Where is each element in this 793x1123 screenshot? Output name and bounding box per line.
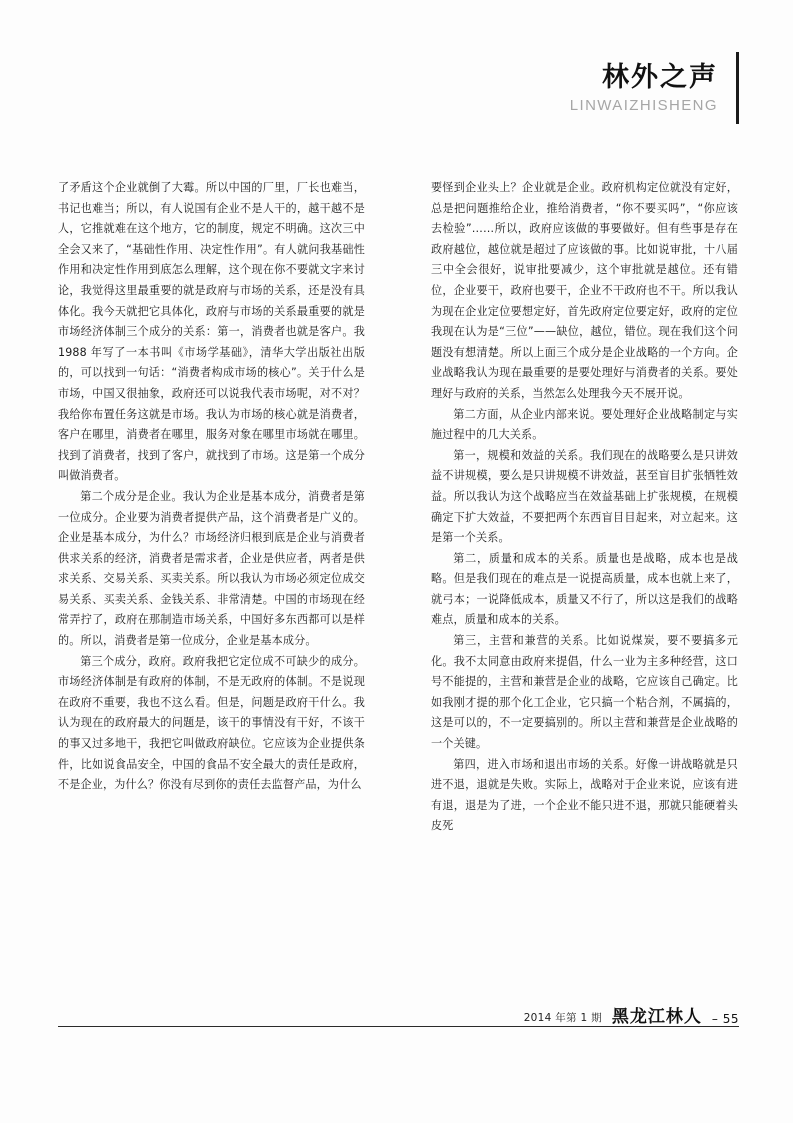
page-footer xyxy=(58,1007,739,1027)
paragraph: 第三，主营和兼营的关系。比如说煤炭，要不要搞多元化。我不太同意由政府来提倡，什么一业为主多种经营，这口号不能提的，主营和兼营是企业的战略，它应该自己确定。比如我刚才提的那个化工企业，它只搞一个粘合剂，不属搞的，这是可以的，不一定要搞别的。所以主营和兼营是企业战略的一个关键。 xyxy=(431,634,738,751)
paragraph: 要怪到企业头上？企业就是企业。政府机构定位就没有定好，总是把问题推给企业，推给消费者，“你不要买吗”，“你应该去检验”……所以，政府应该做的事要做好。但有些事是存在政府越位，越位就是超过了应该做的事。比如说审批，十八届三中全会很好，说审批要减少，这个审批就是越位。还有错位，企业要干，政府也要干，企业不干政府也不干。所以我认为现在企业定位要想定好，首先政府定位要定好，政府的定位我现在认为是“三位”——缺位，越位，错位。现在我们这个问题没有想清楚。所以上面三个成分是企业战略的一个方向。企业战略我认为现在最重要的是要处理好与消费者的关系。要处理好与政府的关系，当然怎么处理我今天不展开说。 xyxy=(431,181,738,400)
column-gutter xyxy=(365,178,431,978)
text-column-left xyxy=(58,178,365,978)
header-title-cn: 林外之声 xyxy=(602,61,718,93)
paragraph: 第二个成分是企业。我认为企业是基本成分，消费者是第一位成分。企业要为消费者提供产品，这个消费者是广义的。企业是基本成分，为什么？市场经济归根到底是企业与消费者供求关系的经济，消费者是需求者，企业是供应者，两者是供求关系、交易关系、买卖关系。所以我认为市场必须定位成交易关系、买卖关系、金钱关系、非常清楚。中国的市场现在经常弄拧了，政府在那制造市场关系，中国好多东西都可以是样的。所以，消费者是第一位成分，企业是基本成分。 xyxy=(58,489,365,648)
header-title-en: LINWAIZHISHENG xyxy=(569,97,718,115)
paragraph: 第二方面，从企业内部来说。要处理好企业战略制定与实施过程中的几大关系。 xyxy=(431,407,738,442)
article-body xyxy=(58,178,738,978)
paragraph: 第四，进入市场和退出市场的关系。好像一讲战略就是只进不退，退就是失败。实际上，战略对于企业来说，应该有进有退，退是为了进，一个企业不能只进不退，那就只能硬着头皮死 xyxy=(431,757,738,833)
footer-issue: 2014 年第 1 期 xyxy=(523,1012,602,1024)
paragraph: 第三个成分，政府。政府我把它定位成不可缺少的成分。市场经济体制是有政府的体制，不是无政府的体制。不是说现在政府不重要，我也不这么看。但是，问题是政府干什么。我认为现在的政府最大的问题是，该干的事情没有干好，不该干的事又过多地干，我把它叫做政府缺位。它应该为企业提供条件，比如说食品安全，中国的食品不安全最大的责任是政府，不是企业，为什么？你没有尽到你的责任去监督产品，为什么 xyxy=(58,654,365,792)
footer-content xyxy=(524,1009,739,1027)
footer-page-number: – 55 xyxy=(711,1012,739,1026)
paragraph: 第二，质量和成本的关系。质量也是战略，成本也是战略。但是我们现在的难点是一说提高质量，成本也就上来了，就弓本；一说降低成本，质量又不行了，所以这是我们的战略难点，质量和成本的关系。 xyxy=(431,551,738,627)
footer-brand: 黑龙江林人 xyxy=(611,1007,702,1027)
paragraph: 了矛盾这个企业就倒了大霉。所以中国的厂里，厂长也难当，书记也难当；所以，有人说国有企业不是人干的，越干越不是人，它推就难在这个地方，它的制度，规定不明确。这次三中全会又来了，“基础性作用、决定性作用”。有人就问我基础性作用和决定性作用到底怎么理解，这个现在你不要就文字来讨论，我觉得这里最重要的就是政府与市场的关系，还是没有具体化。我今天就把它具体化，政府与市场的关系最重要的就是市场经济体制三个成分的关系：第一，消费者也就是客户。我 1988 年写了一本书叫《市场学基础》，清华大学出版社出版的，可以找到一句话：“消费者构成市场的核心”。关于什么是市场，中国又很抽象，政府还可以说我代表市场呢，对不对？我给你布置任务这就是市场。我认为市场的核心就是消费者，客户在哪里，消费者在哪里，服务对象在哪里市场就在哪里。找到了消费者，找到了客户，就找到了市场。这是第一个成分叫做消费者。 xyxy=(58,181,365,483)
header-vertical-rule xyxy=(736,52,739,124)
paragraph: 第一，规模和效益的关系。我们现在的战略要么是只讲效益不讲规模，要么是只讲规模不讲效益，甚至盲目扩张牺牲效益。所以我认为这个战略应当在效益基础上扩张规模，在规模确定下扩大效益，不要把两个东西盲目目起来，对立起来。这是第一个关系。 xyxy=(431,448,738,545)
header-title-block xyxy=(570,52,736,124)
text-column-right xyxy=(431,178,738,978)
page-header xyxy=(570,52,739,124)
